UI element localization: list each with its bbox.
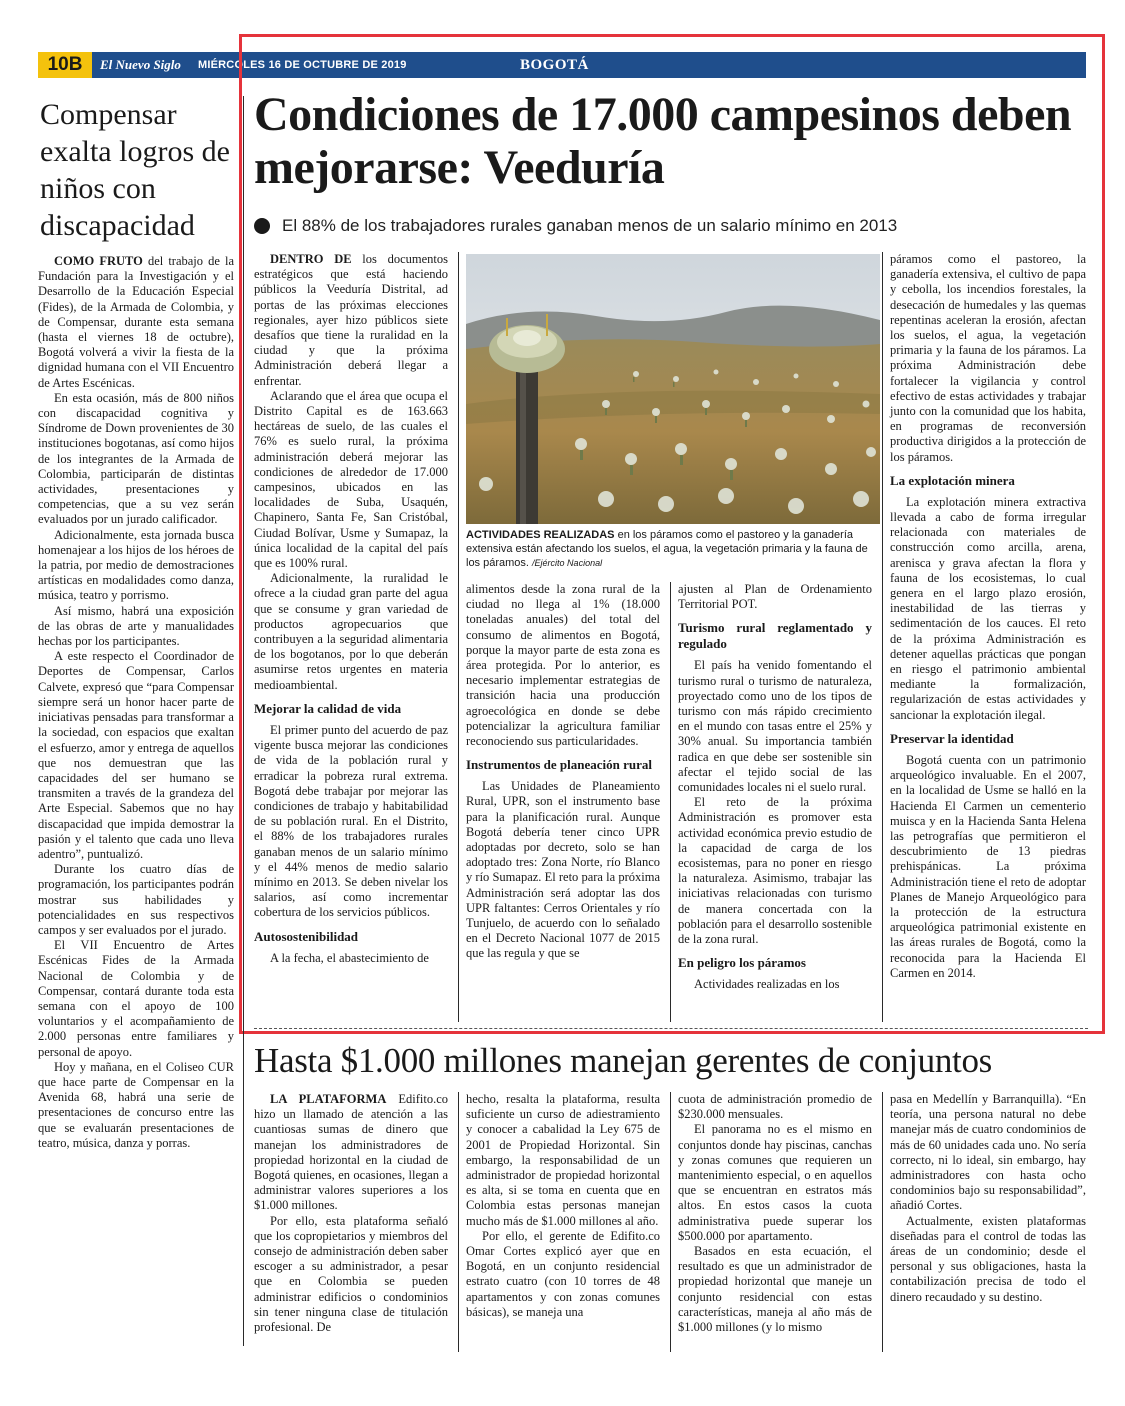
column-rule [458,252,459,1022]
paragraph: alimentos desde la zona rural de la ciudad no llega al 1% (18.000 toneladas anuales) del total del consumo de alimentos en Bogotá, porque la mayor parte de esta zona es área protegida. Por lo anterior, es necesario implementar estrategias de transición hacia una producción agroecológica en donde se debe potencializar la agricultura familiar reconociendo sus particularidades. [466,582,660,749]
bottom-col-1 [254,1092,448,1335]
subhead: Autosostenibilidad [254,928,359,944]
column-rule [670,582,671,1022]
subhead: Mejorar la calidad de vida [254,700,402,716]
paragraph: Adicionalmente, esta jornada busca homenajear a los hijos de los héroes de la patria, por medio de demostraciones artísticas en modalidades como danza, música, teatro y porrismo. [38,527,234,603]
main-article-subtitle-row [254,214,1094,238]
paragraph: Bogotá cuenta con un patrimonio arqueológico invaluable. En el 2007, en la localidad de Usme se halló en la Hacienda El Carmen un cementerio muisca y en la Hacienda Santa Helena las petrografías que permitieron el descubrimiento de 13 piedras prehispánicas. La próxima Administración tiene el reto de adoptar Planes de Manejo Arqueológico para la protección de la estructura arqueológica patrimonial existente en las áreas rurales de Bogotá, como la reconocida para la Hacienda El Carmen en 2014. [890,752,1086,980]
paragraph: A la fecha, el abastecimiento de [270,950,429,965]
article-separator [254,1028,1088,1030]
left-article-title: Compensar exalta logros de niños con discapacidad [40,98,230,242]
subhead: Instrumentos de planeación rural [466,757,652,773]
main-article-subtitle: El 88% de los trabajadores rurales ganaban menos de un salario mínimo en 2013 [282,216,898,235]
paragraph: Durante los cuatro días de programación, los participantes podrán mostrar sus habilidades y potencialidades en sus respectivos campos y ser evaluados por el jurado. [38,862,234,937]
bullet-icon [254,218,270,234]
paragraph: Actualmente, existen plataformas diseñadas para el control de todas las áreas de un condominio; desde el personal y sus obligaciones, hasta la contabilización precisa de todo el dinero recaudado y su destino. [890,1213,1086,1304]
paragraph: pasa en Medellín y Barranquilla). “En teoría, una persona natural no debe manejar más de cuatro condominios de más de 60 unidades cada uno. No sería correcto, ni lo ideal, sin embargo, hay administradores con hasta ocho condominios bajo su responsabilidad”, añadió Cortes. [890,1092,1086,1213]
column-rule [458,1092,459,1352]
paragraph: DENTRO DE los documentos estratégicos que está haciendo públicos la Veeduría Distrital, ad portas de las próximas elecciones regionales, ayer hizo públicos siete desafíos que tiene la ruralidad en la ciudad y que la próxima Administración deberá llegar a enfrentar. [254,252,448,388]
caption-lead: ACTIVIDADES REALIZADAS [466,529,615,541]
paragraph: En esta ocasión, más de 800 niños con discapacidad cognitiva y Síndrome de Down provenientes de 30 instituciones bogotanas, así como hijos de los integrantes de la Armada de Colombia, participarán de distintas actividades, presentaciones y competencias, que a su vez serán evaluados por un jurado calificador. [38,390,234,527]
main-col-1 [254,252,448,966]
paragraph: Por ello, esta plataforma señaló que los copropietarios y miembros del consejo de administración deben saber escoger a su administrador, a pesar que en Colombia se pueden administrar edificios o condominios sin tener ninguna clase de titulación profesional. De [254,1213,448,1335]
main-article-title: Condiciones de 17.000 campesinos deben mejorarse: Veeduría [254,88,1072,194]
paragraph: El país ha venido fomentando el turismo rural o turismo de naturaleza, proyectado como uno de los tipos de turismo con más rápido crecimiento en el mundo con tasas entre el 25% y 30% anual. Su importancia también radica en que debe ser sostenible sin afectar el tejido social de las comunidades locales ni el suelo rural. [678,658,872,795]
paragraph: Las Unidades de Planeamiento Rural, UPR, son el instrumento base para la planificación rural. Aunque Bogotá debería tener cinco UPR adoptadas por decreto, solo se han adoptado tres: Zona Norte, río Blanco y río Sumapaz. El reto para la próxima Administración será adoptar las dos UPR faltantes: Cerros Orientales y río Tunjuelo, de acuerdo con lo señalado en el Decreto Nacional 1077 de 2015 que las regula y que se [466,779,660,961]
main-col-3 [678,582,872,992]
paragraph: Así mismo, habrá una exposición de las obras de arte y manualidades hechas por los participantes. [38,603,234,649]
paragraph: La explotación minera extractiva llevada a cabo de forma irregular relacionada con materiales de construcción como arcilla, arena, arenisca y grava afectan la flora y fauna de los ecosistemas, lo cual genera en el largo plazo erosión, inestabilidad de las tierras y sedimentación de los cauces. El reto de la próxima Administración es detener aquellas prácticas que pongan en riesgo el patrimonio ambiental mediante la formalización, regularización de estas actividades y sancionar la explotación ilegal. [890,494,1086,722]
column-rule [882,252,883,1022]
paramo-landscape-image [466,254,880,524]
paragraph: A este respecto el Coordinador de Deportes de Compensar, Carlos Calvete, expresó que “para Compensar siempre será un honor hacer parte de iniciativas pensadas para transformar a la sociedad, con espacios que exaltan el esfuerzo, amor y entrega de aquellos que nos demuestran que las capacidades del ser humano se transmiten a través de la grandeza del Arte Especial. Sabemos que no hay discapacidad que impida demostrar la pasión y el talento que cada uno lleva adentro”, puntualizó. [38,649,234,861]
paragraph: El reto de la próxima Administración es promover esta actividad económica previo estudio de la capacidad de carga de los ecosistemas, para no poner en riesgo la naturaleza. Asimismo, trabajar las iniciativas relacionadas con turismo de manera concertada con la población para el desarrollo sostenible de la zona rural. [678,795,872,947]
page-number: 10B [38,52,92,78]
column-rule [243,96,244,1346]
paragraph: Basados en esta ecuación, el resultado es que un administrador de propiedad horizontal que maneje un conjunto residencial con estas características, maneja al año más de $1.000 millones (y lo mismo [678,1244,872,1335]
photo-caption: ACTIVIDADES REALIZADAS en los páramos como el pastoreo y la ganadería extensiva están afectando los suelos, el agua, la vegetación primaria y la fauna de los páramos. /Ejército Nacional [466,529,868,569]
bottom-article-title: Hasta $1.000 millones manejan gerentes de conjuntos [254,1041,992,1080]
main-col-2 [466,582,660,962]
left-article-body [38,254,234,1151]
paragraph: Actividades realizadas en los [694,977,840,992]
paragraph: cuota de administración promedio de $230.000 mensuales. [678,1092,872,1122]
paragraph: Adicionalmente, la ruralidad le ofrece a la ciudad gran parte del agua que se consume y gran variedad de productos agropecuarios que contribuyen a la seguridad alimentaria de los bogotanos, por lo que deberán asumirse retos urgentes en materia medioambiental. [254,571,448,692]
bottom-col-2 [466,1092,660,1320]
paragraph: ajusten al Plan de Ordenamiento Territorial POT. [678,582,872,612]
column-rule [882,1092,883,1352]
column-rule [670,1092,671,1352]
section-name: BOGOTÁ [520,57,589,73]
paragraph: Hoy y mañana, en el Coliseo CUR que hace parte de Compensar en la Avenida 68, habrá una serie de presentaciones de concurso entre las que se evaluarán presentaciones de teatro, música, danza y porras. [38,1059,234,1150]
paragraph: hecho, resalta la plataforma, resulta suficiente un curso de adiestramiento y conocer a cabalidad la Ley 675 de 2001 de Propiedad Horizontal. Sin embargo, la responsabilidad de un administrador de propiedad horizontal es alta, si se toma en cuenta que en Colombia estas personas manejan mucho más de $1.000 millones al año. [466,1092,660,1228]
subhead: Preservar la identidad [890,730,1014,746]
paragraph: El panorama no es el mismo en conjuntos donde hay piscinas, canchas y zonas comunes que requieren un mantenimiento especial, o en aquellos que se encuentran en estratos más altos. En estos casos la cuota administrativa puede superar los $500.000 por apartamento. [678,1122,872,1243]
paragraph: El primer punto del acuerdo de paz vigente busca mejorar las condiciones de vida de la población rural y erradicar la pobreza rural extrema. Bogotá debe trabajar por mejorar las condiciones de trabajo y habitabilidad de su población rural. En el Distrito, el 88% de los trabajadores rurales ganaban menos de un salario mínimo y el 44% menos de medio salario mínimo en 2013. Se deben nivelar los salarios, así como incrementar cobertura de los servicios públicos. [254,722,448,920]
subhead: Turismo rural reglamentado y regulado [678,620,872,652]
bottom-col-4 [890,1092,1086,1305]
paragraph: Aclarando que el área que ocupa el Distrito Capital es de 163.663 hectáreas de suelo, de las cuales el 76% es suelo rural, la próxima administración deberá mejorar las condiciones de alrededor de 17.000 campesinos, ubicados en las localidades de Suba, Usaquén, Chapinero, Santa Fe, San Cristóbal, Ciudad Bolívar, Usme y Sumapaz, la única localidad de la capital del país que es 100% rural. [254,388,448,571]
masthead: El Nuevo Siglo [100,57,181,72]
paragraph: LA PLATAFORMA Edifito.co hizo un llamado de atención a las cuantiosas sumas de dinero que manejan los administradores de propiedad horizontal en la ciudad de Bogotá quienes, en ocasiones, llegan a administrar valores superiores a los $1.000 millones. [254,1092,448,1213]
bottom-col-3 [678,1092,872,1335]
photo-credit: /Ejército Nacional [532,558,603,568]
lead-word: DENTRO DE [270,252,352,266]
lead-word: LA PLATAFORMA [270,1092,387,1106]
subhead: La explotación minera [890,472,1015,488]
article-photo [466,254,880,524]
paragraph: El VII Encuentro de Artes Escénicas Fides de la Armada Nacional de Colombia y de Compensar, contará durante toda esta semana con el apoyo de 100 voluntarios y el acompañamiento de 2.000 personas entre familiares y personal de apoyo. [38,938,234,1059]
subhead: En peligro los páramos [678,955,806,971]
main-col-4 [890,252,1086,981]
paragraph: Por ello, el gerente de Edifito.co Omar Cortes explicó ayer que en Bogotá, en un conjunto residencial estrato cuatro (con 10 torres de 48 apartamentos y con zonas comunes básicas), se maneja una [466,1228,660,1319]
lead-word: COMO FRUTO [54,254,143,268]
left-article [38,96,234,1151]
issue-date: MIÉRCOLES 16 DE OCTUBRE DE 2019 [198,59,407,71]
paragraph: COMO FRUTO del trabajo de la Fundación para la Investigación y el Desarrollo de la Educación Especial (Fides), de la Armada de Colombia, y de Compensar, durante esta semana (hasta el viernes 18 de octubre), Bogotá volverá a vivir la fiesta de la dignidad humana con el VII Encuentro de Artes Escénicas. [38,254,235,390]
paragraph: páramos como el pastoreo, la ganadería extensiva, el cultivo de papa y cebolla, los incendios forestales, la desecación de humedales y las quemas repentinas aceleran la erosión, afectan los suelos, el agua, la vegetación primaria y la fauna de los páramos. La próxima Administración debe fortalecer la vigilancia y control efectivo de estas actividades y trabajar junto con la comunidad que los habita, en programas de reconversión productiva dirigidos a la protección de los páramos. [890,252,1086,464]
